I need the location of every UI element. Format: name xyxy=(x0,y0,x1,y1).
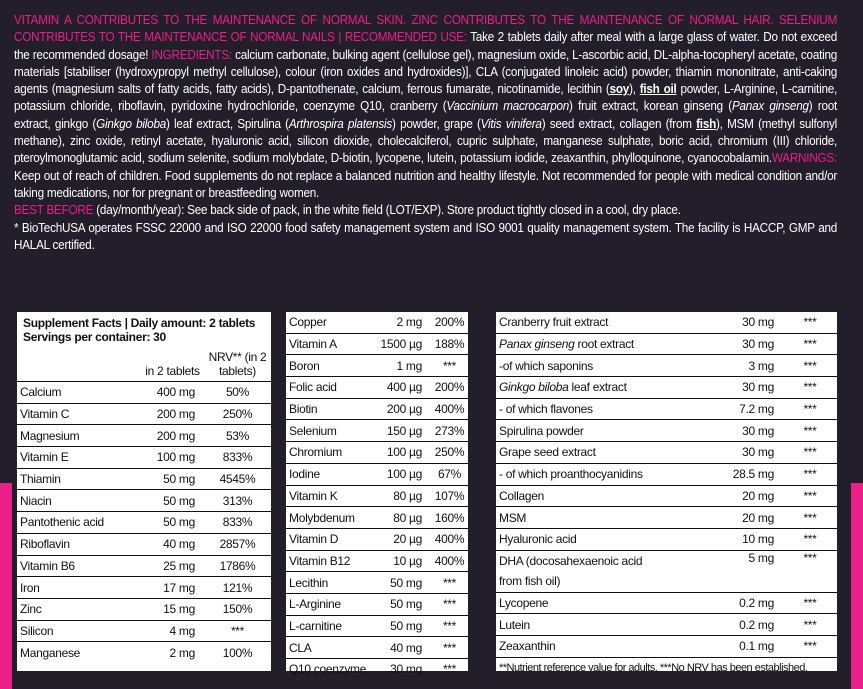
nutrient-nrv: 53% xyxy=(201,425,271,447)
table-row xyxy=(496,312,837,333)
nutrient-nrv: *** xyxy=(780,398,837,420)
ingredients-text-2: ), xyxy=(629,82,640,97)
nutrient-nrv: *** xyxy=(780,635,837,656)
claims-recommended-use-label: VITAMIN A CONTRIBUTES TO THE MAINTENANCE OF NORMAL SKIN. ZINC CONTRIBUTES TO THE MAINTENANCE OF NORMAL HAIR. SELENIUM CONTRIBUTES TO THE MAINTENANCE OF NORMAL NAILS | RECOMMENDED USE: xyxy=(14,13,838,45)
table-row xyxy=(496,485,837,507)
nutrient-nrv: 200% xyxy=(428,377,468,399)
nutrient-nrv: 150% xyxy=(201,598,271,620)
nutrient-amount: 10 µg xyxy=(374,550,428,572)
supplement-facts-title: Supplement Facts | Daily amount: 2 tablets xyxy=(23,316,256,330)
table-row xyxy=(17,642,271,663)
nutrient-name: Lutein xyxy=(496,614,714,636)
table-row xyxy=(496,377,837,399)
nutrient-name: Pantothenic acid xyxy=(17,512,141,534)
table-row xyxy=(17,512,271,534)
nutrient-amount: 400 mg xyxy=(141,382,201,404)
nutrient-name: Copper xyxy=(289,315,327,330)
nutrient-amount: 0.2 mg xyxy=(714,614,780,636)
table-row xyxy=(496,635,837,656)
servings-per-container: Servings per container: 30 xyxy=(23,330,166,344)
latin-arthrospira: Arthrospira platensis xyxy=(288,116,393,131)
recommended-use-text: Take 2 tablets daily after meal with a large glass of water. Do not exceed the recommended dosage! xyxy=(14,30,838,62)
ingredients-text-6: ) leaf extract, Spirulina ( xyxy=(166,116,289,131)
nutrient-amount: 150 µg xyxy=(374,420,428,442)
ingredients-text-8: ) seed extract, collagen (from xyxy=(541,116,697,131)
nutrient-name: MSM xyxy=(496,507,714,529)
table-row xyxy=(286,333,468,355)
nutrient-amount: 50 mg xyxy=(374,615,428,637)
table-row xyxy=(496,614,837,636)
table-row xyxy=(17,382,271,404)
allergen-fish-oil: fish oil xyxy=(639,82,677,97)
ingredients-text-1: calcium carbonate, bulking agent (cellulose gel), magnesium oxide, L-ascorbic acid, DL-alpha-tocopheryl acetate, coating materials [stabiliser (hydroxypropyl methyl cellulose), colour (iron oxides and hydroxides)], CLA (conjugated linoleic acid) powder, thiamin mononitrate, anti-caking agents (magnesium salts of fatty acids, fatty acids), D-pantothenate, calcium, ferrous fumarate, nicotinamide, lecithin ( xyxy=(14,47,838,97)
nutrient-amount: 40 mg xyxy=(374,637,428,659)
warnings-label: WARNINGS: xyxy=(771,151,838,166)
latin-vitis: Vitis vinifera xyxy=(480,116,542,131)
nutrient-nrv: *** xyxy=(201,620,271,642)
ingredients-text-9: ), MSM (methyl sulfonyl methane), zinc oxide, retinyl acetate, hyaluronic acid, silicon dioxide, cholecalciferol, cupric sulphate, manganese sulphate, boric acid, chromium (III) chloride, pteroylmonoglutamic acid, sodium selenite, sodium molybdate, D-biotin, lycopene, lutein, potassium iodide, zeaxanthin, phylloquinone, cyanocobalamin. xyxy=(14,116,838,166)
table-row xyxy=(286,463,468,485)
nutrient-amount: 400 µg xyxy=(374,377,428,399)
facts-table-1 xyxy=(17,344,271,663)
nutrient-nrv: *** xyxy=(428,572,468,594)
nutrient-name: Chromium xyxy=(286,442,374,464)
nutrient-nrv: 2857% xyxy=(201,533,271,555)
table-row xyxy=(496,507,837,529)
supplement-facts-panel-1 xyxy=(17,312,271,671)
nutrient-amount: 10 mg xyxy=(714,528,780,550)
nutrient-nrv: *** xyxy=(780,355,837,377)
nutrient-name-rest: root extract xyxy=(574,337,634,352)
nutrient-nrv: *** xyxy=(780,377,837,399)
nutrient-amount: 200 mg xyxy=(141,403,201,425)
nutrient-nrv: 67% xyxy=(428,463,468,485)
table-row xyxy=(496,463,837,485)
nutrient-name: Zeaxanthin xyxy=(496,635,714,656)
table-row xyxy=(17,598,271,620)
latin-panax: Panax ginseng xyxy=(731,99,809,114)
nutrient-name-latin: Panax ginseng xyxy=(499,337,575,352)
nutrient-amount: 30 mg xyxy=(714,442,780,464)
label-intro-text xyxy=(14,12,837,254)
nutrient-amount: 0.2 mg xyxy=(714,592,780,614)
nutrient-name: Biotin xyxy=(286,398,374,420)
nutrient-name: Cranberry fruit extract xyxy=(499,315,609,330)
nutrient-nrv: 400% xyxy=(428,398,468,420)
nutrient-name: Lecithin xyxy=(286,572,374,594)
table-row xyxy=(496,442,837,464)
best-before-text: (day/month/year): See back side of pack, in the white field (LOT/EXP). Store product tightly closed in a cool, dry place. xyxy=(93,203,681,218)
nutrient-amount: 30 mg xyxy=(714,333,780,355)
ingredients-text-3: powder, L-Arginine, L-carnitine, potassium chloride, riboflavin, pyridoxine hydrochloride, coenzyme Q10, cranberry ( xyxy=(14,82,838,114)
supplement-facts-panel-3 xyxy=(496,312,837,674)
nutrient-nrv: *** xyxy=(428,637,468,659)
allergen-soy: soy xyxy=(609,82,630,97)
nutrient-name xyxy=(496,377,714,399)
ingredients-text-5: ) root extract, ginkgo ( xyxy=(14,99,838,131)
pink-accent-bar-left xyxy=(0,483,12,689)
nutrient-nrv: 400% xyxy=(428,528,468,550)
certification-footnote: * BioTechUSA operates FSSC 22000 and ISO 22000 food safety management system and ISO 9001 quality management system. The facility is HACCP, GMP and HALAL certified. xyxy=(14,220,838,252)
nutrient-nrv: 1786% xyxy=(201,555,271,577)
nutrient-name: Lycopene xyxy=(496,592,714,614)
table-row xyxy=(286,398,468,420)
nutrient-amount: 30 mg xyxy=(742,315,774,330)
nutrient-amount: 100 µg xyxy=(374,442,428,464)
nutrient-name: Calcium xyxy=(17,382,141,404)
nutrient-nrv: 273% xyxy=(428,420,468,442)
table-row xyxy=(496,528,837,550)
table-row xyxy=(17,533,271,555)
nutrient-nrv: *** xyxy=(428,615,468,637)
nutrient-nrv: 4545% xyxy=(201,468,271,490)
nutrient-name-rest: leaf extract xyxy=(568,380,627,395)
nutrient-amount: 200 µg xyxy=(374,398,428,420)
nutrient-amount: 4 mg xyxy=(141,620,201,642)
nutrient-amount: 20 µg xyxy=(374,528,428,550)
table-row xyxy=(496,355,837,377)
nutrient-nrv: 833% xyxy=(201,512,271,534)
nutrient-name: Manganese xyxy=(17,642,141,663)
warnings-text: Keep out of reach of children. Food supplements do not replace a balanced nutrition and healthy lifestyle. Not recommended for people with medical condition and/or taking medications, nor for pregnant or breastfeeding women. xyxy=(14,168,838,200)
table-row xyxy=(17,447,271,469)
nutrient-nrv: *** xyxy=(780,463,837,485)
nutrient-amount: 0.1 mg xyxy=(714,635,780,656)
nutrient-name xyxy=(496,333,714,355)
nutrient-name: Vitamin C xyxy=(17,403,141,425)
table-row xyxy=(286,572,468,594)
nutrient-nrv: *** xyxy=(780,507,837,529)
nutrient-name: L-carnitine xyxy=(286,615,374,637)
nutrient-name: Folic acid xyxy=(286,377,374,399)
table-row xyxy=(286,377,468,399)
table-row xyxy=(286,593,468,615)
nutrient-name: Riboflavin xyxy=(17,533,141,555)
table-row xyxy=(17,620,271,642)
nutrient-nrv: *** xyxy=(780,420,837,442)
table-row xyxy=(17,403,271,425)
nutrient-nrv: *** xyxy=(780,485,837,507)
nutrient-amount: 40 mg xyxy=(141,533,201,555)
nutrient-nrv: 400% xyxy=(428,550,468,572)
table-row xyxy=(496,333,837,355)
nutrient-name: Vitamin E xyxy=(17,447,141,469)
table-row xyxy=(286,659,468,680)
table-row xyxy=(496,592,837,614)
nutrient-amount: 80 µg xyxy=(374,507,428,529)
nutrient-amount: 50 mg xyxy=(141,512,201,534)
nutrient-nrv: *** xyxy=(428,355,468,377)
table-row xyxy=(17,490,271,512)
table-row xyxy=(286,507,468,529)
table-row xyxy=(286,637,468,659)
nutrient-nrv: 833% xyxy=(201,447,271,469)
nutrient-amount: 28.5 mg xyxy=(714,463,780,485)
nutrient-amount: 20 mg xyxy=(714,507,780,529)
nutrient-nrv: 250% xyxy=(201,403,271,425)
nutrient-amount: 30 mg xyxy=(714,377,780,399)
nutrient-nrv: *** xyxy=(803,315,817,330)
nutrient-nrv: *** xyxy=(428,659,468,680)
nutrient-amount: 1500 µg xyxy=(374,333,428,355)
table-row xyxy=(496,420,837,442)
nutrient-nrv: 313% xyxy=(201,490,271,512)
nutrient-nrv: *** xyxy=(780,614,837,636)
table-row xyxy=(286,528,468,550)
nutrient-amount: 2 mg xyxy=(141,642,201,663)
ingredients-text-7: ) powder, grape ( xyxy=(392,116,481,131)
nutrient-name: Boron xyxy=(286,355,374,377)
nutrient-name: Selenium xyxy=(286,420,374,442)
nutrient-name: -of which saponins xyxy=(496,355,714,377)
table-row xyxy=(286,420,468,442)
nutrient-amount: 50 mg xyxy=(141,468,201,490)
table-row xyxy=(286,442,468,464)
column-headers xyxy=(17,344,271,382)
table-row xyxy=(496,398,837,420)
column-header-nrv: NRV** (in 2 tablets) xyxy=(208,350,267,378)
nutrient-amount: 100 mg xyxy=(141,447,201,469)
nutrient-name: Magnesium xyxy=(17,425,141,447)
nutrient-name: Vitamin D xyxy=(286,528,374,550)
nutrient-nrv: 107% xyxy=(428,485,468,507)
table-row xyxy=(286,312,468,333)
nutrient-amount: 30 mg xyxy=(374,659,428,680)
table-row xyxy=(286,485,468,507)
nutrient-amount: 15 mg xyxy=(141,598,201,620)
nutrient-name: Thiamin xyxy=(17,468,141,490)
nutrient-amount: 50 mg xyxy=(374,572,428,594)
nutrient-nrv: *** xyxy=(428,593,468,615)
pink-accent-bar-right xyxy=(851,483,863,689)
best-before-label: BEST BEFORE xyxy=(14,203,94,218)
nutrient-name: Vitamin A xyxy=(286,333,374,355)
nutrient-name: Silicon xyxy=(17,620,141,642)
nutrient-amount: 50 mg xyxy=(141,490,201,512)
nutrient-name xyxy=(496,550,714,592)
nutrient-nrv: 250% xyxy=(428,442,468,464)
nutrient-name: Iron xyxy=(17,577,141,599)
nutrient-name: Vitamin K xyxy=(286,485,374,507)
table-row xyxy=(286,615,468,637)
nutrient-nrv: 188% xyxy=(428,333,468,355)
column-header-amount: in 2 tablets xyxy=(145,364,200,378)
nutrient-amount: 7.2 mg xyxy=(714,398,780,420)
latin-ginkgo: Ginkgo biloba xyxy=(96,116,167,131)
facts-table-2 xyxy=(286,312,468,680)
nutrient-nrv: *** xyxy=(780,528,837,550)
facts-table-3 xyxy=(496,312,837,657)
nutrient-name: Grape seed extract xyxy=(496,442,714,464)
supplement-facts-panel-2 xyxy=(286,312,468,677)
nutrient-nrv: 100% xyxy=(201,642,271,663)
nutrient-amount: 3 mg xyxy=(714,355,780,377)
nutrient-name: Molybdenum xyxy=(286,507,374,529)
table-row xyxy=(17,577,271,599)
nutrient-name-line2: from fish oil) xyxy=(499,574,561,589)
nutrient-name: - of which proanthocyanidins xyxy=(496,463,714,485)
table-row xyxy=(17,425,271,447)
nutrient-amount: 5 mg xyxy=(714,550,780,592)
nutrient-nrv: 160% xyxy=(428,507,468,529)
nutrient-amount: 80 µg xyxy=(374,485,428,507)
nutrient-name-line1: DHA (docosahexaenoic acid xyxy=(499,554,643,569)
nrv-footnote: **Nutrient reference value for adults. ***No NRV has been established. xyxy=(496,657,837,674)
nutrient-amount: 2 mg xyxy=(396,315,422,330)
nutrient-amount: 17 mg xyxy=(141,577,201,599)
nutrient-amount: 50 mg xyxy=(374,593,428,615)
nutrient-name: Spirulina powder xyxy=(496,420,714,442)
nutrient-amount: 25 mg xyxy=(141,555,201,577)
table-row xyxy=(17,555,271,577)
table-row xyxy=(286,355,468,377)
nutrient-amount: 30 mg xyxy=(714,420,780,442)
nutrient-name: Q10 coenzyme xyxy=(286,659,374,680)
nutrient-name: CLA xyxy=(286,637,374,659)
nutrient-amount: 1 mg xyxy=(374,355,428,377)
nutrient-nrv: *** xyxy=(780,442,837,464)
nutrient-name: Vitamin B12 xyxy=(286,550,374,572)
nutrient-nrv: *** xyxy=(780,550,837,592)
nutrient-name: Iodine xyxy=(286,463,374,485)
nutrient-nrv: 200% xyxy=(434,315,465,330)
nutrient-name: Niacin xyxy=(17,490,141,512)
nutrient-nrv: 50% xyxy=(201,382,271,404)
latin-vaccinium: Vaccinium macrocarpon xyxy=(446,99,570,114)
nutrient-amount: 100 µg xyxy=(374,463,428,485)
table-row xyxy=(496,550,837,592)
nutrient-nrv: *** xyxy=(780,592,837,614)
nutrient-name: L-Arginine xyxy=(286,593,374,615)
table-row xyxy=(17,468,271,490)
nutrient-amount: 20 mg xyxy=(714,485,780,507)
nutrient-name: - of which flavones xyxy=(496,398,714,420)
allergen-fish: fish xyxy=(696,116,717,131)
nutrient-name: Hyaluronic acid xyxy=(496,528,714,550)
nutrient-name: Collagen xyxy=(496,485,714,507)
nutrient-amount: 200 mg xyxy=(141,425,201,447)
nutrient-name-latin: Ginkgo biloba xyxy=(499,380,569,395)
nutrient-name: Vitamin B6 xyxy=(17,555,141,577)
ingredients-text-4: ) fruit extract, korean ginseng ( xyxy=(569,99,732,114)
nutrient-name: Zinc xyxy=(17,598,141,620)
ingredients-label: INGREDIENTS: xyxy=(151,47,232,62)
table-row xyxy=(286,550,468,572)
nutrient-nrv: *** xyxy=(780,333,837,355)
nutrient-nrv: 121% xyxy=(201,577,271,599)
